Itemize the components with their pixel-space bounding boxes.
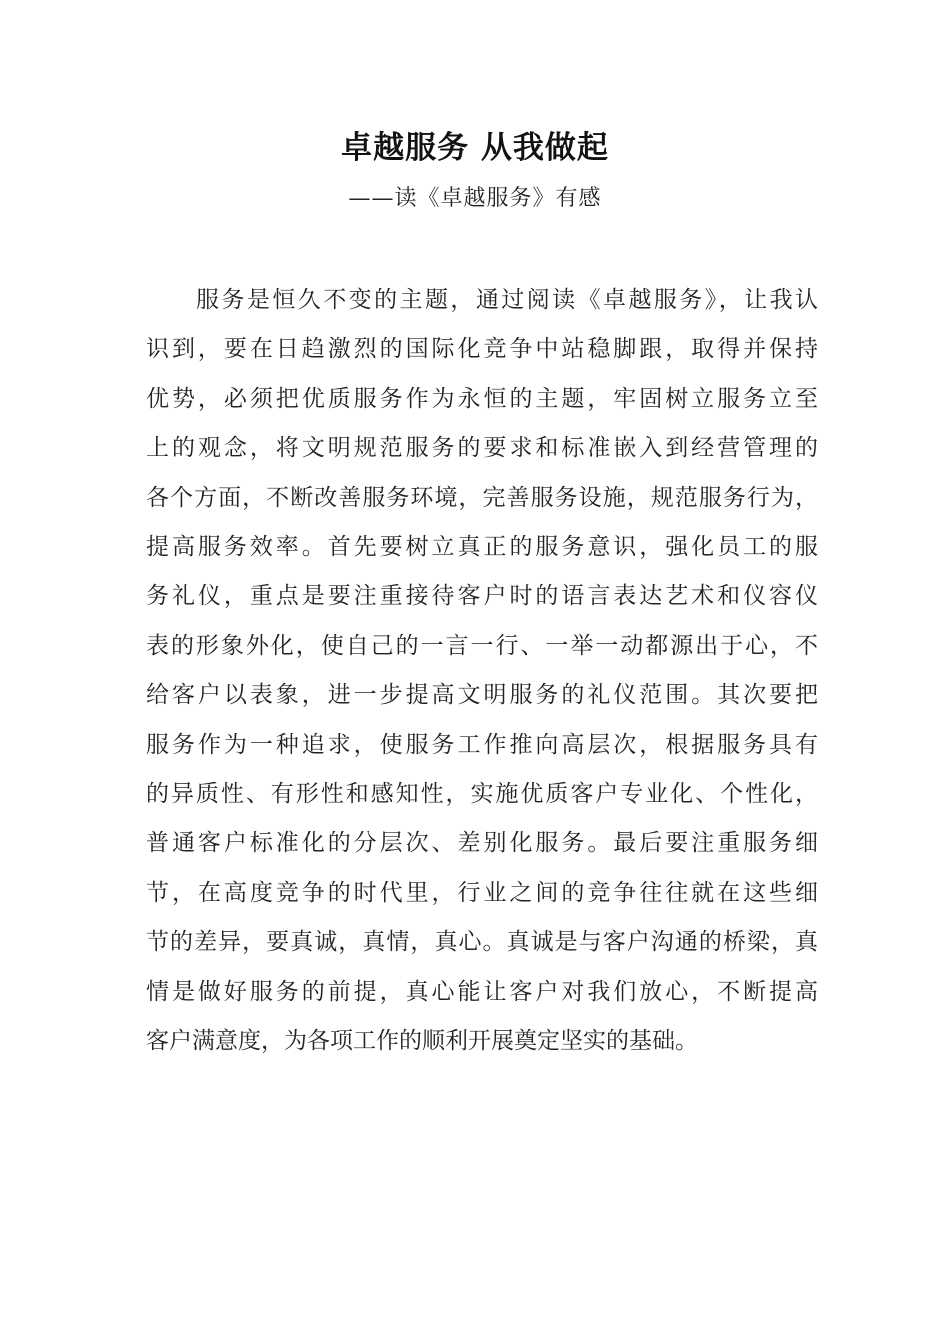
paragraph-line: 客户满意度，为各项工作的顺利开展奠定坚实的基础。	[146, 1028, 698, 1055]
paragraph-line: 给客户以表象，进一步提高文明服务的礼仪范围。其次要把	[146, 682, 818, 709]
document-subtitle: ——读《卓越服务》有感	[348, 186, 602, 211]
paragraph-line: 上的观念，将文明规范服务的要求和标准嵌入到经营管理的	[146, 435, 818, 462]
paragraph-line: 务礼仪，重点是要注重接待客户时的语言表达艺术和仪容仪	[146, 583, 818, 610]
paragraph-line: 节的差异，要真诚，真情，真心。真诚是与客户沟通的桥梁，真	[146, 929, 818, 956]
paragraph-line: 服务是恒久不变的主题，通过阅读《卓越服务》，让我认	[196, 287, 818, 313]
paragraph-line: 提高服务效率。首先要树立真正的服务意识，强化员工的服	[146, 534, 818, 561]
paragraph-line: 普通客户标准化的分层次、差别化服务。最后要注重服务细	[146, 830, 818, 857]
paragraph-line: 表的形象外化，使自己的一言一行、一举一动都源出于心，不	[146, 632, 818, 659]
document-title: 卓越服务 从我做起	[341, 130, 609, 166]
paragraph-line: 优势，必须把优质服务作为永恒的主题，牢固树立服务立至	[146, 385, 818, 412]
paragraph-line: 识到，要在日趋激烈的国际化竞争中站稳脚跟，取得并保持	[146, 336, 818, 363]
paragraph-line: 服务作为一种追求，使服务工作推向高层次，根据服务具有	[146, 731, 818, 758]
paragraph-line: 情是做好服务的前提，真心能让客户对我们放心，不断提高	[146, 978, 818, 1005]
paragraph-line: 的异质性、有形性和感知性，实施优质客户专业化、个性化，	[146, 781, 818, 808]
body-paragraph	[146, 276, 818, 1067]
paragraph-line: 各个方面，不断改善服务环境，完善服务设施，规范服务行为，	[146, 484, 818, 511]
paragraph-line: 节，在高度竞争的时代里，行业之间的竞争往往就在这些细	[146, 879, 818, 906]
